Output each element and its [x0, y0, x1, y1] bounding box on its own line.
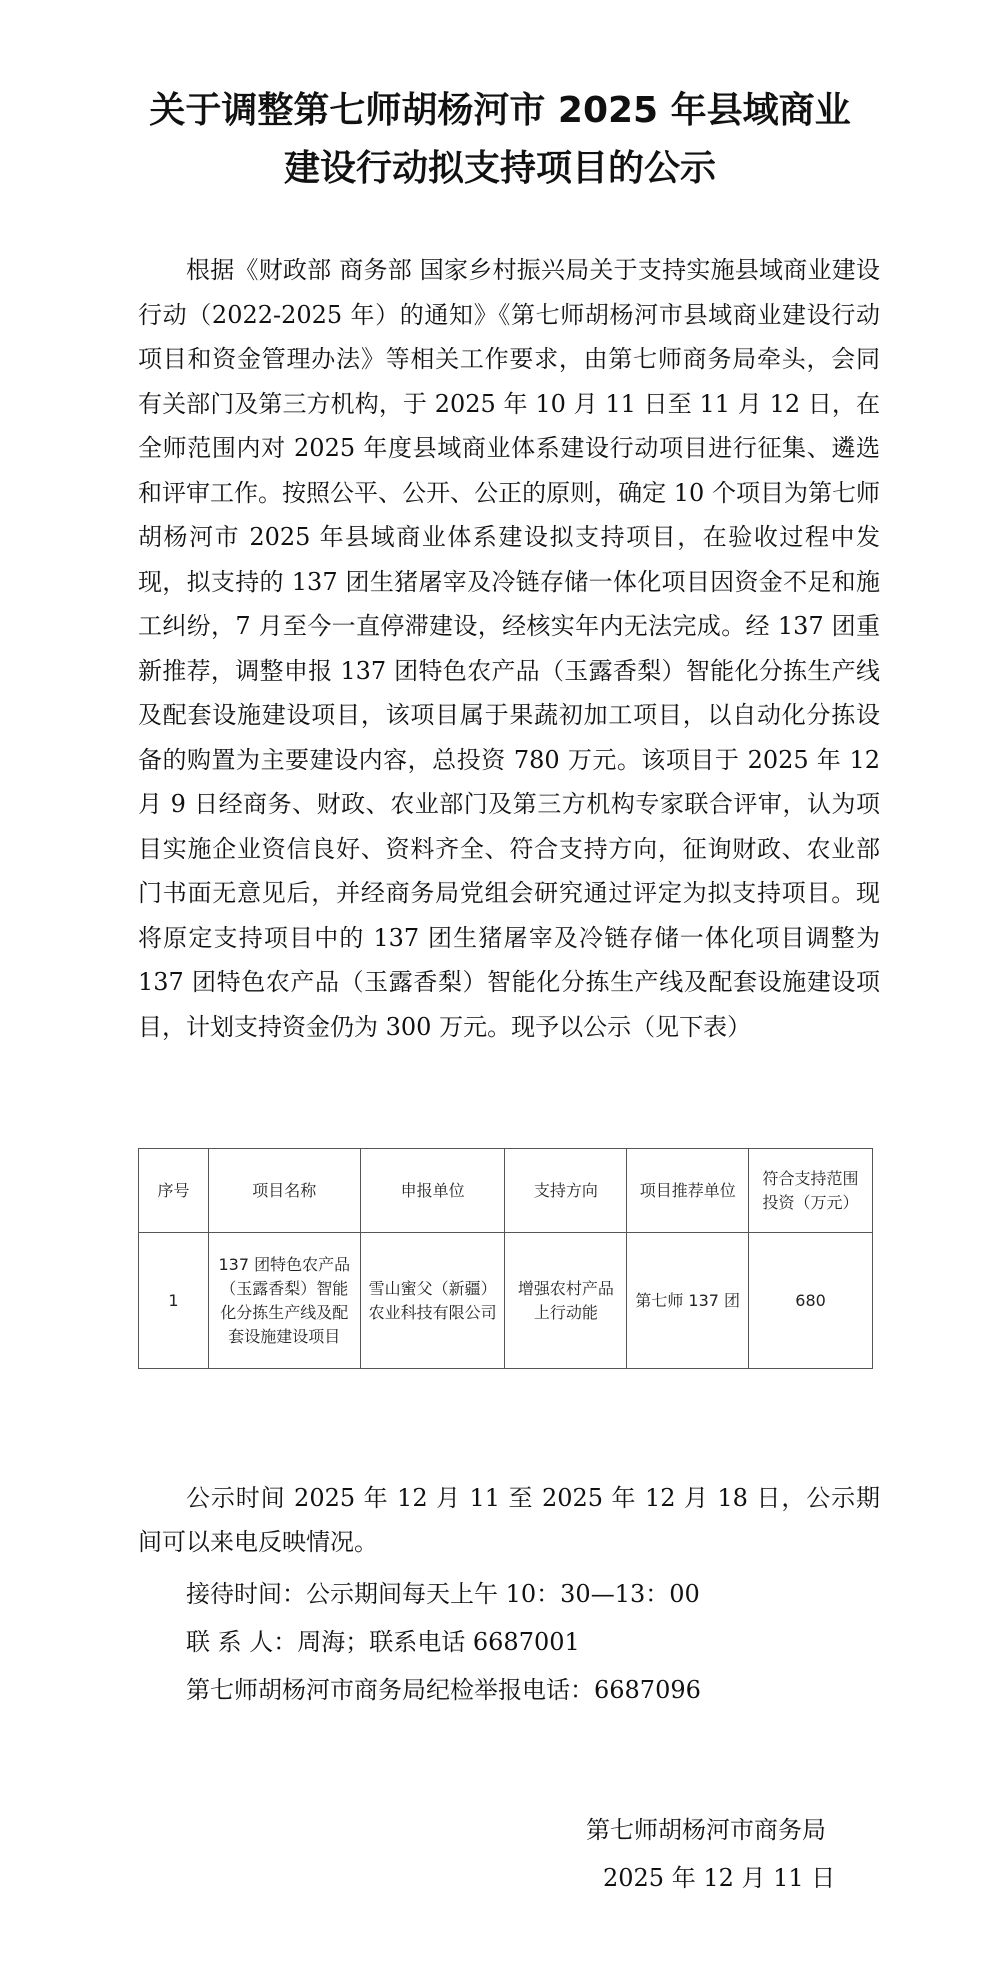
notice-period: 公示时间 2025 年 12 月 11 至 2025 年 12 月 18 日，公示期间可以来电反映情况。	[138, 1484, 880, 1556]
header-investment: 符合支持范围投资（万元）	[749, 1149, 873, 1233]
cell-no: 1	[139, 1233, 209, 1369]
table-header-row	[139, 1149, 873, 1233]
header-direction: 支持方向	[505, 1149, 627, 1233]
cell-applicant: 雪山蜜父（新疆）农业科技有限公司	[360, 1233, 505, 1369]
cell-project-name: 137 团特色农产品（玉露香梨）智能化分拣生产线及配套设施建设项目	[208, 1233, 360, 1369]
document-title-line-2: 建设行动拟支持项目的公示	[283, 148, 716, 189]
cell-recommender: 第七师 137 团	[627, 1233, 749, 1369]
project-table	[138, 1148, 873, 1369]
header-no: 序号	[139, 1149, 209, 1233]
cell-investment: 680	[749, 1233, 873, 1369]
document-title-line-1: 关于调整第七师胡杨河市 2025 年县域商业	[149, 90, 851, 131]
signature-date: 2025 年 12 月 11 日	[603, 1864, 836, 1892]
header-recommender: 项目推荐单位	[627, 1149, 749, 1233]
cell-direction: 增强农村产品上行动能	[505, 1233, 627, 1369]
body-paragraph: 根据《财政部 商务部 国家乡村振兴局关于支持实施县域商业建设行动（2022-2025 年）的通知》《第七师胡杨河市县域商业建设行动项目和资金管理办法》等相关工作要求，由第七师商务局牵头，会同有关部门及第三方机构，于 2025 年 10 月 11 日至 11 月 12 日，在全师范围内对 2025 年度县域商业体系建设行动项目进行征集、遴选和评审工作。按照公平、公开、公正的原则，确定 10 个项目为第七师胡杨河市 2025 年县域商业体系建设拟支持项目，在验收过程中发现，拟支持的 137 团生猪屠宰及冷链存储一体化项目因资金不足和施工纠纷，7 月至今一直停滞建设，经核实年内无法完成。经 137 团重新推荐，调整申报 137 团特色农产品（玉露香梨）智能化分拣生产线及配套设施建设项目，该项目属于果蔬初加工项目，以自动化分拣设备的购置为主要建设内容，总投资 780 万元。该项目于 2025 年 12 月 9 日经商务、财政、农业部门及第三方机构专家联合评审，认为项目实施企业资信良好、资料齐全、符合支持方向，征询财政、农业部门书面无意见后，并经商务局党组会研究通过评定为拟支持项目。现将原定支持项目中的 137 团生猪屠宰及冷链存储一体化项目调整为 137 团特色农产品（玉露香梨）智能化分拣生产线及配套设施建设项目，计划支持资金仍为 300 万元。现予以公示（见下表）	[138, 256, 880, 1041]
notice-contact: 联 系 人：周海；联系电话 6687001	[186, 1628, 580, 1656]
header-project-name: 项目名称	[208, 1149, 360, 1233]
table-row	[139, 1233, 873, 1369]
notice-reception-time: 接待时间：公示期间每天上午 10：30—13：00	[186, 1580, 700, 1608]
header-applicant: 申报单位	[360, 1149, 505, 1233]
notice-report-phone: 第七师胡杨河市商务局纪检举报电话：6687096	[186, 1676, 701, 1704]
signature-organization: 第七师胡杨河市商务局	[586, 1816, 826, 1844]
